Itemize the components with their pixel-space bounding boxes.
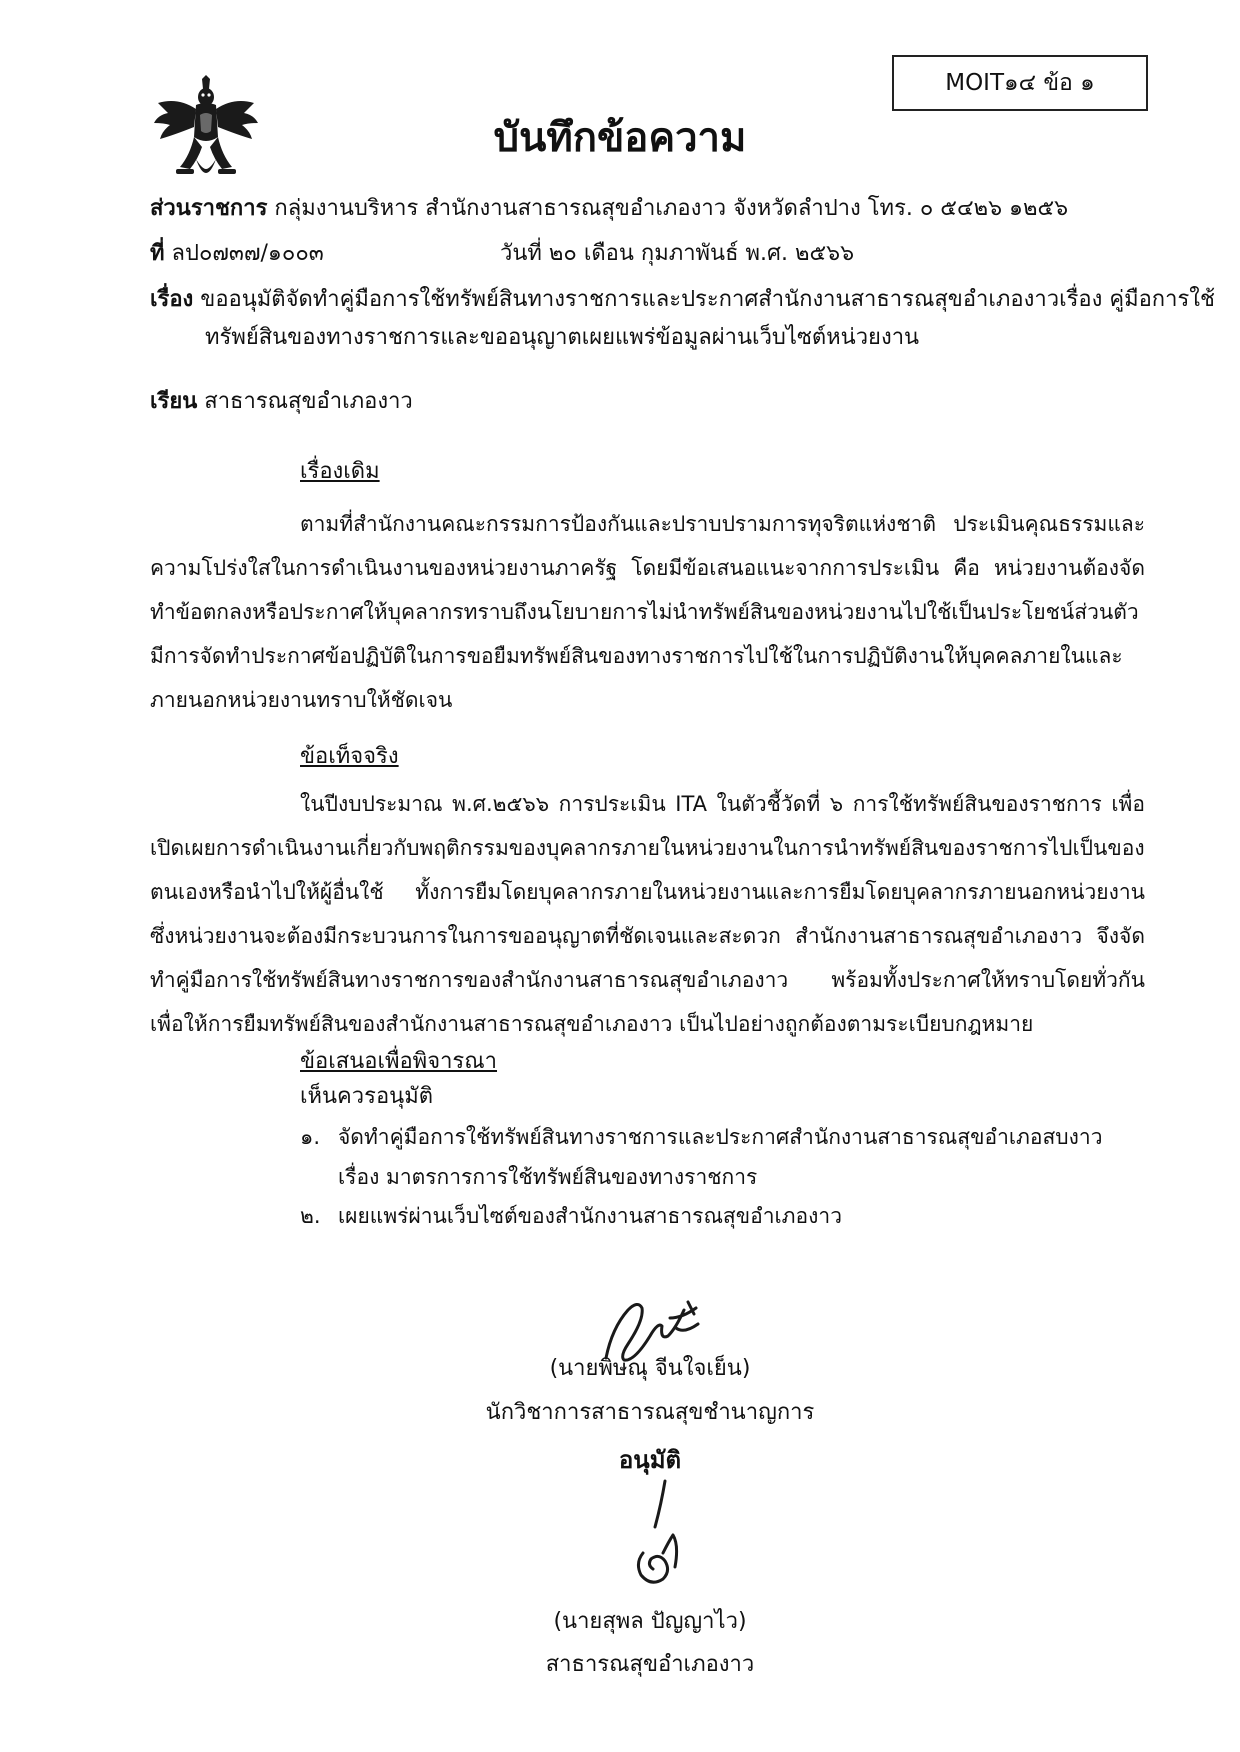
approver-position: สาธารณสุขอำเภองาว [545, 1652, 755, 1677]
recipient-label: เรียน [150, 389, 198, 414]
agency-value: กลุ่มงานบริหาร สำนักงานสาธารณสุขอำเภองาว จังหวัดลำปาง โทร. ๐ ๕๔๒๖ ๑๒๕๖ [274, 196, 1069, 221]
approval-label: อนุมัติ [618, 1446, 682, 1474]
document-code: MOIT๑๔ ข้อ ๑ [945, 70, 1095, 96]
proposal-item-number: ๑. [300, 1125, 321, 1149]
signature-image [605, 1475, 695, 1595]
signer-name: (นายพิษณุ จีนใจเย็น) [549, 1356, 751, 1381]
agency-line [150, 192, 1150, 226]
proposal-intro: เห็นควรอนุมัติ [300, 1084, 433, 1109]
subject-line [150, 283, 1215, 317]
recipient-line [150, 385, 1150, 419]
date-value: ๒๐ เดือน กุมภาพันธ์ พ.ศ. ๒๕๖๖ [548, 241, 855, 266]
subject-text-line2: ทรัพย์สินของทางราชการและขออนุญาตเผยแพร่ข้อมูลผ่านเว็บไซต์หน่วยงาน [205, 325, 920, 350]
recipient-value: สาธารณสุขอำเภองาว [204, 389, 413, 414]
approver-name: (นายสุพล ปัญญาไว) [553, 1609, 747, 1634]
subject-text-line1: ขออนุมัติจัดทำคู่มือการใช้ทรัพย์สินทางราชการและประกาศสำนักงานสาธารณสุขอำเภองาวเรื่อง คู่มือการใช้ [200, 287, 1215, 312]
subject-label: เรื่อง [150, 287, 194, 312]
background-paragraph: ตามที่สำนักงานคณะกรรมการป้องกันและปราบปรามการทุจริตแห่งชาติ ประเมินคุณธรรมและความโปร่งใสในการดำเนินงานของหน่วยงานภาครัฐ โดยมีข้อเสนอแนะจากการประเมิน คือ หน่วยงานต้องจัดทำข้อตกลงหรือประกาศให้บุคลากรทราบถึงนโยบายการไม่นำทรัพย์สินของหน่วยงานไปใช้เป็นประโยชน์ส่วนตัว มีการจัดทำประกาศข้อปฏิบัติในการขอยืมทรัพย์สินของทางราชการไปใช้ในการปฏิบัติงานให้บุคคลภายในและภายนอกหน่วยงานทราบให้ชัดเจน [150, 512, 1145, 712]
facts-heading: ข้อเท็จจริง [300, 744, 399, 769]
document-code-box [892, 55, 1148, 111]
proposal-item-text: จัดทำคู่มือการใช้ทรัพย์สินทางราชการและประกาศสำนักงานสาธารณสุขอำเภอสบงาว เรื่อง มาตรการการใช้ทรัพย์สินของทางราชการ [338, 1125, 1103, 1189]
date-line [500, 237, 1100, 271]
proposal-item-number: ๒. [300, 1204, 321, 1228]
reference-value: ลป๐๗๓๗/๑๐๐๓ [171, 241, 324, 266]
reference-label: ที่ [150, 241, 165, 266]
date-label: วันที่ [500, 241, 542, 266]
proposal-heading: ข้อเสนอเพื่อพิจารณา [300, 1049, 498, 1074]
facts-paragraph: ในปีงบประมาณ พ.ศ.๒๕๖๖ การประเมิน ITA ในตัวชี้วัดที่ ๖ การใช้ทรัพย์สินของราชการ เพื่อเปิดเผยการดำเนินงานเกี่ยวกับพฤติกรรมของบุคลากรภายในหน่วยงานในการนำทรัพย์สินของราชการไปเป็นของตนเองหรือนำไปให้ผู้อื่นใช้ ทั้งการยืมโดยบุคลากรภายในหน่วยงานและการยืมโดยบุคลากรภายนอกหน่วยงาน ซึ่งหน่วยงานจะต้องมีกระบวนการในการขออนุญาตที่ชัดเจนและสะดวก สำนักงานสาธารณสุขอำเภองาว จึงจัดทำคู่มือการใช้ทรัพย์สินทางราชการของสำนักงานสาธารณสุขอำเภองาว พร้อมทั้งประกาศให้ทราบโดยทั่วกัน เพื่อให้การยืมทรัพย์สินของสำนักงานสาธารณสุขอำเภองาว เป็นไปอย่างถูกต้องตามระเบียบกฎหมาย [150, 792, 1145, 1036]
signer-position: นักวิชาการสาธารณสุขชำนาญการ [485, 1400, 815, 1425]
proposal-item [300, 1196, 1150, 1236]
agency-label: ส่วนราชการ [150, 196, 268, 221]
proposal-item [300, 1117, 1150, 1197]
memo-title: บันทึกข้อความ [493, 115, 747, 161]
proposal-item-text: เผยแพร่ผ่านเว็บไซต์ของสำนักงานสาธารณสุขอำเภองาว [338, 1204, 842, 1228]
background-heading: เรื่องเดิม [300, 459, 380, 484]
